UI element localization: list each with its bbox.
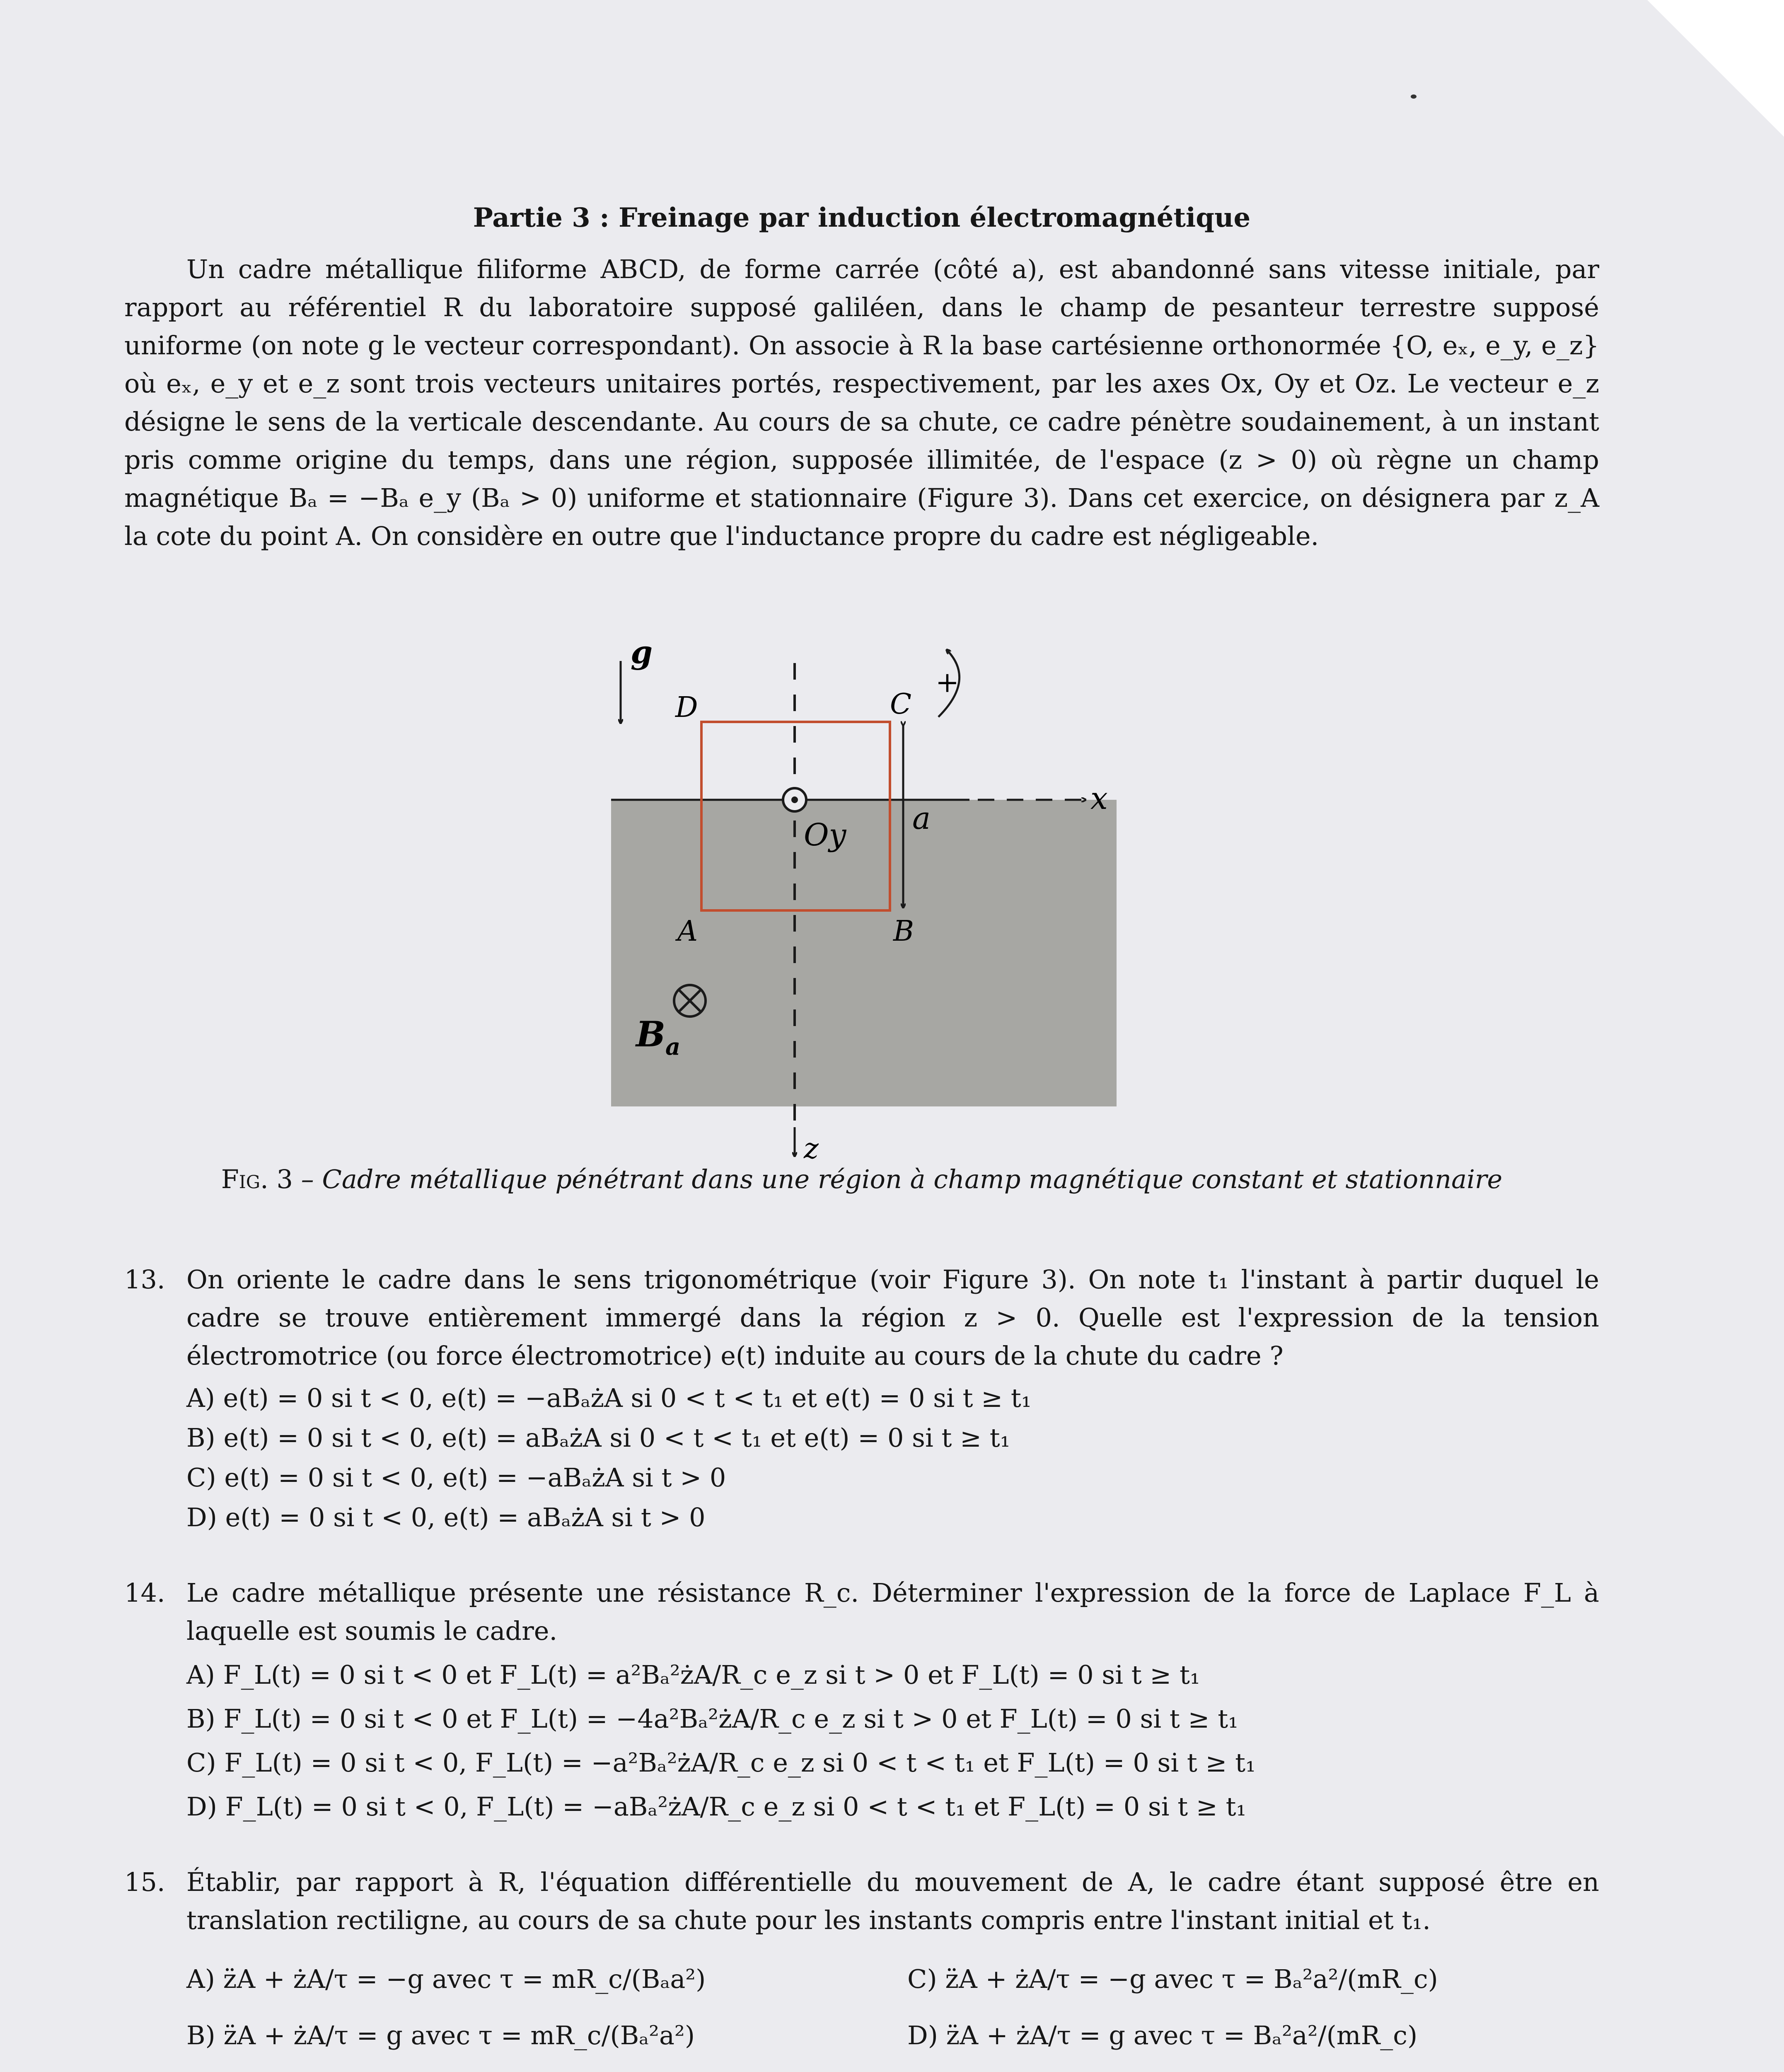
intro-paragraph: Un cadre métallique filiforme ABCD, de forme carrée (côté a), est abandonné sans vitesse initiale, par rapport au référentiel R du laboratoire supposé galiléen, dans le champ de pesanteur terrestre supposé uniforme (on note g le vecteur correspondant). On associe à R la base cartésienne orthonormée {O, eₓ, e_y, e_z} où eₓ, e_y et e_z sont trois vecteurs unitaires portés, respectivement, par les axes Ox, Oy et Oz. Le vecteur e_z désigne le sens de la verticale descendante. Au cours de sa chute, ce cadre pénètre soudainement, à un instant pris comme origine du temps, dans une région, supposée illimitée, de l'espace (z > 0) où règne un champ magnétique Bₐ = −Bₐ e_y (Bₐ > 0) uniforme et stationnaire (Figure 3). Dans cet exercice, on désignera par z_A la cote du point A. On considère en outre que l'inductance propre du cadre est négligeable. (124, 254, 1599, 551)
option-b: B) F_L(t) = 0 si t < 0 et F_L(t) = −4a²Bₐ²żA/R_c e_z si t > 0 et F_L(t) = 0 si t ≥ t₁ (186, 1704, 1238, 1734)
figure-3-drawing (124, 580, 1599, 1160)
option-a: A) z̈A + żA/τ = −g avec τ = mR_c/(Bₐa²) (186, 1964, 706, 1994)
option-d: D) F_L(t) = 0 si t < 0, F_L(t) = −aBₐ²żA/R_c e_z si 0 < t < t₁ et F_L(t) = 0 si t ≥ t₁ (186, 1791, 1247, 1822)
label-a: a (912, 801, 931, 836)
label-g: g (631, 634, 653, 670)
option-a: A) e(t) = 0 si t < 0, e(t) = −aBₐżA si 0 < t < t₁ et e(t) = 0 si t ≥ t₁ (186, 1383, 1032, 1413)
option-a: A) F_L(t) = 0 si t < 0 et F_L(t) = a²Bₐ²żA/R_c e_z si t > 0 et F_L(t) = 0 si t ≥ t₁ (186, 1660, 1200, 1690)
question-13 (124, 1261, 1599, 1537)
question-text: On oriente le cadre dans le sens trigonométrique (voir Figure 3). On note t₁ l'instant à partir duquel le cadre se trouve entièrement immergé dans la région z > 0. Quelle est l'expression de la tension électromotrice (ou force électromotrice) e(t) induite au cours de la chute du cadre ? (186, 1264, 1599, 1371)
question-text: Le cadre métallique présente une résistance R_c. Déterminer l'expression de la force de Laplace F_L à laquelle est soumis le cadre. (186, 1578, 1599, 1646)
paper-speck (1411, 94, 1417, 99)
origin-dot (791, 796, 798, 803)
option-b: B) e(t) = 0 si t < 0, e(t) = aBₐżA si 0 < t < t₁ et e(t) = 0 si t ≥ t₁ (186, 1423, 1010, 1453)
label-z: z (804, 1133, 819, 1160)
caption-label: Fig. 3 (221, 1164, 293, 1194)
question-number: 15. (124, 1867, 165, 1897)
field-region (611, 800, 1117, 1106)
label-B: B (893, 915, 914, 948)
option-c: C) F_L(t) = 0 si t < 0, F_L(t) = −a²Bₐ²żA/R_c e_z si 0 < t < t₁ et F_L(t) = 0 si t ≥ t₁ (186, 1748, 1256, 1778)
caption-text: – Cadre métallique pénétrant dans une région à champ magnétique constant et stationnaire (292, 1164, 1503, 1194)
label-C: C (890, 688, 912, 721)
question-number: 13. (124, 1264, 165, 1295)
option-c: C) e(t) = 0 si t < 0, e(t) = −aBₐżA si t > 0 (186, 1462, 726, 1493)
section-title: Partie 3 : Freinage par induction électromagnétique (473, 202, 1251, 233)
option-b: B) z̈A + żA/τ = g avec τ = mR_c/(Bₐ²a²) (186, 2020, 695, 2050)
question-number: 14. (124, 1578, 165, 1608)
figure-3 (124, 580, 1599, 1160)
label-A: A (677, 915, 698, 948)
label-ba: $B_a$ (636, 1014, 681, 1060)
page-content (124, 199, 1599, 2072)
option-c: C) z̈A + żA/τ = −g avec τ = Bₐ²a²/(mR_c) (907, 1964, 1438, 1994)
option-d: D) e(t) = 0 si t < 0, e(t) = aBₐżA si t > 0 (186, 1502, 706, 1532)
label-x: x (1090, 781, 1108, 816)
label-oy: Oy (804, 817, 846, 853)
question-14 (124, 1574, 1599, 1826)
question-15 (124, 1863, 1599, 2056)
options-grid (186, 1960, 1599, 2056)
question-text: Établir, par rapport à R, l'équation différentielle du mouvement de A, le cadre étant supposé être en translation rectiligne, au cours de sa chute pour les instants compris entre l'instant initial et t₁. (186, 1867, 1599, 1935)
figure-caption (124, 1160, 1599, 1198)
label-D: D (675, 691, 698, 724)
option-d: D) z̈A + żA/τ = g avec τ = Bₐ²a²/(mR_c) (907, 2020, 1418, 2050)
label-plus: + (936, 666, 959, 699)
folded-corner (1647, 0, 1784, 137)
